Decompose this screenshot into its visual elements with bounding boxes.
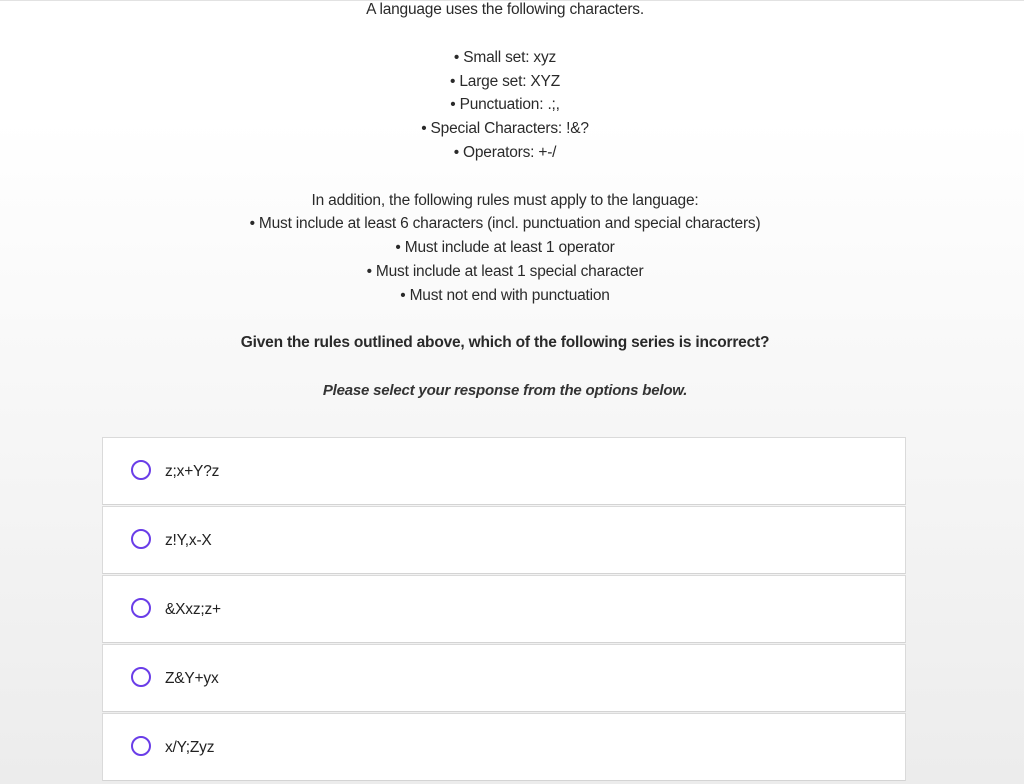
radio-button-icon[interactable] xyxy=(131,529,151,549)
answer-option-1[interactable] xyxy=(102,437,906,505)
radio-button-icon[interactable] xyxy=(131,460,151,480)
character-set-item: • Punctuation: .;, xyxy=(0,95,1010,115)
character-set-item: • Special Characters: !&? xyxy=(0,119,1010,139)
character-set-item: • Small set: xyz xyxy=(0,48,1010,68)
radio-button-icon[interactable] xyxy=(131,736,151,756)
response-instruction: Please select your response from the options below. xyxy=(322,382,688,399)
answer-option-label: Z&Y+yx xyxy=(165,670,219,687)
answer-options xyxy=(102,437,906,782)
answer-option-label: z!Y,x-X xyxy=(165,532,212,549)
answer-option-label: x/Y;Zyz xyxy=(165,739,215,756)
radio-button-icon[interactable] xyxy=(131,598,151,618)
answer-option-label: &Xxz;z+ xyxy=(165,601,221,618)
character-set-item: • Operators: +-/ xyxy=(0,143,1010,163)
answer-option-3[interactable] xyxy=(102,575,906,643)
answer-option-2[interactable] xyxy=(102,506,906,574)
answer-option-5[interactable] xyxy=(102,713,906,781)
question-prompt: Given the rules outlined above, which of the following series is incorrect? xyxy=(240,334,770,351)
rule-item: • Must include at least 6 characters (incl. punctuation and special characters) xyxy=(0,214,1010,234)
answer-option-4[interactable] xyxy=(102,644,906,712)
rules-intro: In addition, the following rules must apply to the language: xyxy=(311,192,699,209)
rule-item: • Must not end with punctuation xyxy=(0,286,1010,306)
rule-item: • Must include at least 1 special character xyxy=(0,262,1010,282)
answer-option-label: z;x+Y?z xyxy=(165,463,220,480)
rule-item: • Must include at least 1 operator xyxy=(0,238,1010,258)
radio-button-icon[interactable] xyxy=(131,667,151,687)
question-intro: A language uses the following characters. xyxy=(366,1,644,18)
character-set-item: • Large set: XYZ xyxy=(0,72,1010,92)
